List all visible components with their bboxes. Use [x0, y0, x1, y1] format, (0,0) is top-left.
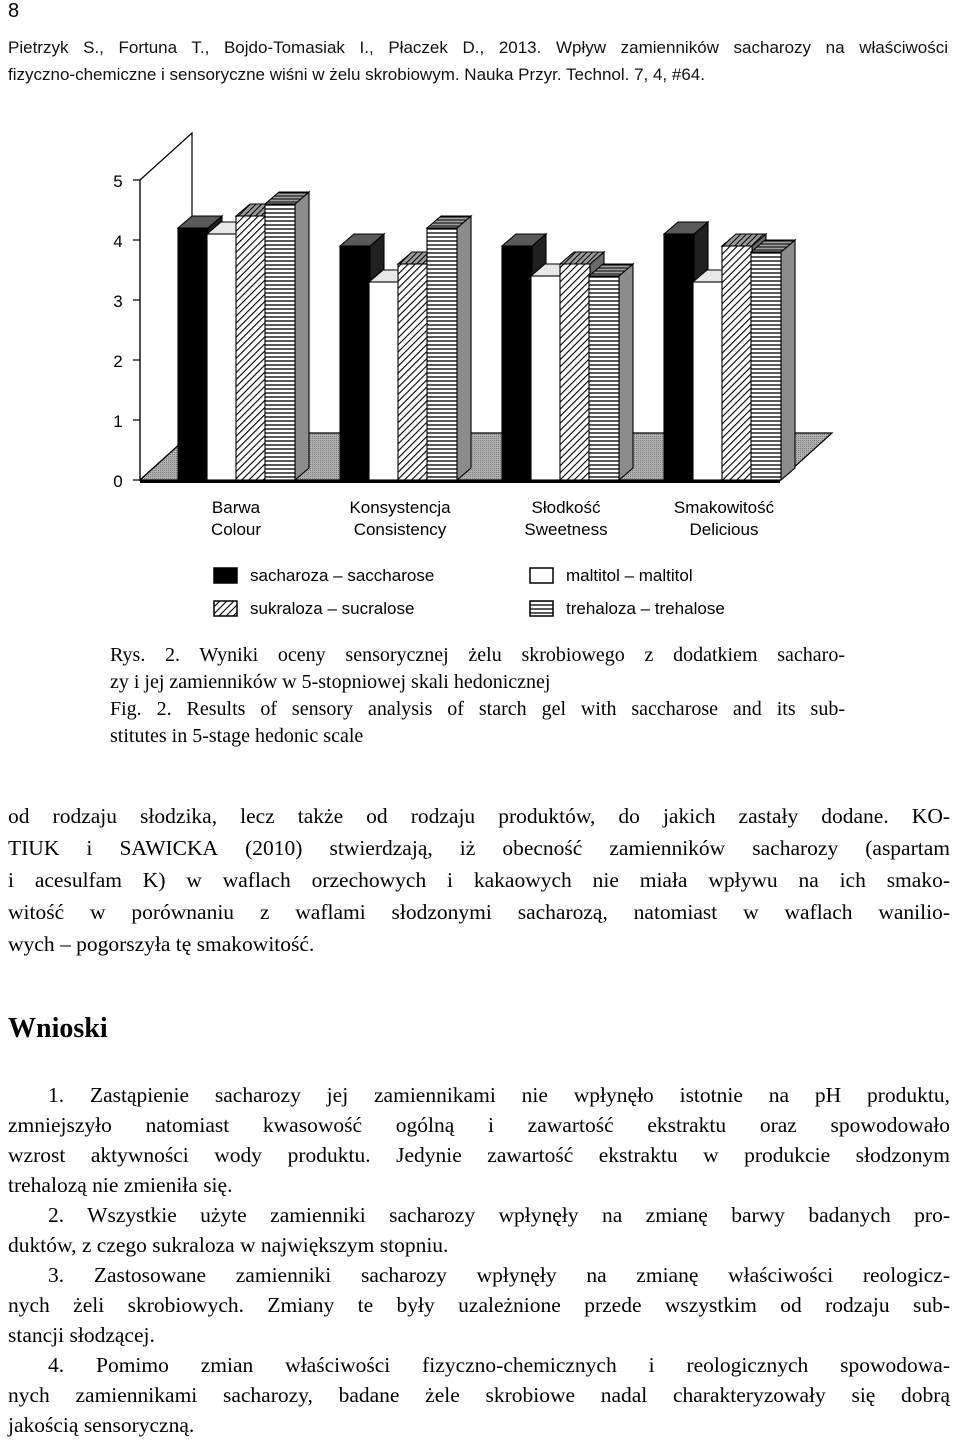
author-name: TIUK — [8, 836, 60, 860]
bar — [531, 276, 561, 480]
section-heading: Wnioski — [8, 1013, 108, 1044]
conclusion-line: stancji słodzącej. — [8, 1323, 155, 1347]
body-line: wych – pogorszyła tę smakowitość. — [8, 932, 315, 956]
conclusions-list — [8, 1080, 950, 1440]
y-tick-label: 0 — [113, 472, 123, 491]
conclusion-line: nych zamiennikami sacharozy, badane żele skrobiowe nadal charakteryzowały się dobrą — [8, 1383, 950, 1407]
bar — [722, 246, 752, 480]
legend-swatch-trehalose — [530, 601, 553, 616]
page-number: 8 — [8, 0, 20, 22]
bar-group — [502, 234, 633, 480]
legend-swatch-maltitol — [530, 568, 553, 583]
conclusion-line: duktów, z czego sukraloza w największym stopniu. — [8, 1233, 449, 1257]
citation-line: Pietrzyk S., Fortuna T., Bojdo-Tomasiak I., Płaczek D., 2013. Wpływ zamienników sacharozy na właściwości — [8, 38, 948, 57]
body-text: od rodzaju słodzika, lecz także od rodzaju produktów, do jakich zastały dodane. — [8, 804, 889, 828]
bar — [502, 246, 532, 480]
author-name: SAWICKA — [119, 836, 219, 860]
caption-en-line: stitutes in 5-stage hedonic scale — [110, 725, 364, 747]
bar-group — [664, 222, 795, 480]
bar — [178, 228, 208, 480]
legend-label-maltitol: maltitol – maltitol — [566, 566, 693, 585]
bar — [589, 276, 619, 480]
body-paragraph — [8, 800, 950, 960]
sensory-bar-chart — [0, 120, 960, 640]
x-tick-label: Colour — [210, 520, 262, 539]
bar — [369, 282, 399, 480]
conclusion-line: jakością sensoryczną. — [8, 1413, 195, 1437]
body-line — [8, 832, 950, 864]
y-tick-label: 1 — [113, 412, 123, 431]
chart-legend — [214, 566, 725, 618]
x-tick-label: Consistency — [353, 520, 447, 539]
conclusion-line: 4. Pomimo zmian właściwości fizyczno-chemicznych i reologicznych spowodowa- — [48, 1353, 950, 1377]
bar — [236, 216, 266, 480]
x-tick-label: Konsystencja — [349, 498, 451, 517]
citation-line: fizyczno-chemiczne i sensoryczne wiśni w żelu skrobiowym. Nauka Przyr. Technol. 7, 4, #64. — [8, 65, 705, 84]
x-tick-label: Smakowitość — [673, 498, 775, 517]
caption-pl-line: zy i jej zamienników w 5-stopniowej skali hedonicznej — [110, 671, 551, 693]
conclusion-line: zmniejszyło natomiast kwasowość ogólną i zawartość ekstraktu oraz spowodowało — [8, 1113, 950, 1137]
bar — [265, 204, 295, 480]
bar — [693, 282, 723, 480]
x-tick-label: Delicious — [689, 520, 759, 539]
caption-pl-line: Rys. 2. Wyniki oceny sensorycznej żelu skrobiowego z dodatkiem sacharo- — [110, 644, 845, 666]
bar — [427, 228, 457, 480]
citation-header — [8, 34, 948, 88]
bar-group — [178, 192, 309, 480]
x-tick-label: Sweetness — [524, 520, 608, 539]
conclusion-line: 3. Zastosowane zamienniki sacharozy wpłynęły na zmianę właściwości reologicz- — [48, 1263, 950, 1287]
body-line: i acesulfam K) w waflach orzechowych i kakaowych nie miała wpływu na ich smako- — [8, 868, 950, 892]
bar-side — [781, 240, 795, 480]
conclusion-line: 2. Wszystkie użyte zamienniki sacharozy wpłynęły na zmianę barwy badanych pro- — [48, 1203, 950, 1227]
bar-side — [295, 192, 309, 480]
bar — [751, 252, 781, 480]
x-tick-label: Słodkość — [531, 498, 601, 517]
figure-caption — [110, 642, 845, 750]
conclusion-line: trehalozą nie zmieniła się. — [8, 1173, 233, 1197]
bar-side — [457, 216, 471, 480]
x-tick-label: Barwa — [211, 498, 261, 517]
y-axis — [113, 172, 140, 491]
bar — [664, 234, 694, 480]
legend-label-trehalose: trehaloza – trehalose — [566, 599, 725, 618]
y-tick-label: 5 — [113, 172, 123, 191]
y-tick-label: 3 — [113, 292, 123, 311]
legend-swatch-sucralose — [214, 601, 237, 616]
legend-label-sucralose: sukraloza – sucralose — [250, 599, 415, 618]
body-text: i — [86, 836, 93, 860]
bar — [340, 246, 370, 480]
y-tick-label: 4 — [113, 232, 123, 251]
legend-swatch-saccharose — [214, 568, 237, 583]
conclusion-line: nych żeli skrobiowych. Zmiany te były uzależnione przede wszystkim od rodzaju sub- — [8, 1293, 950, 1317]
body-text: (2010) stwierdzają, iż obecność zamienników sacharozy (aspartam — [245, 836, 951, 860]
bar-group — [340, 216, 471, 480]
x-axis — [211, 498, 775, 539]
legend-label-saccharose: sacharoza – saccharose — [250, 566, 435, 585]
bar — [560, 264, 590, 480]
bar — [398, 264, 428, 480]
conclusion-line: 1. Zastąpienie sacharozy jej zamiennikami nie wpłynęło istotnie na pH produktu, — [48, 1083, 950, 1107]
bar-side — [619, 264, 633, 480]
body-line — [8, 800, 950, 832]
author-name: KO- — [911, 804, 950, 828]
body-line: witość w porównaniu z waflami słodzonymi sacharozą, natomiast w waflach wanilio- — [8, 900, 950, 924]
conclusion-line: wzrost aktywności wody produktu. Jedynie zawartość ekstraktu w produkcie słodzonym — [8, 1143, 950, 1167]
bar — [207, 234, 237, 480]
y-tick-label: 2 — [113, 352, 123, 371]
caption-en-line: Fig. 2. Results of sensory analysis of starch gel with saccharose and its sub- — [110, 698, 845, 720]
